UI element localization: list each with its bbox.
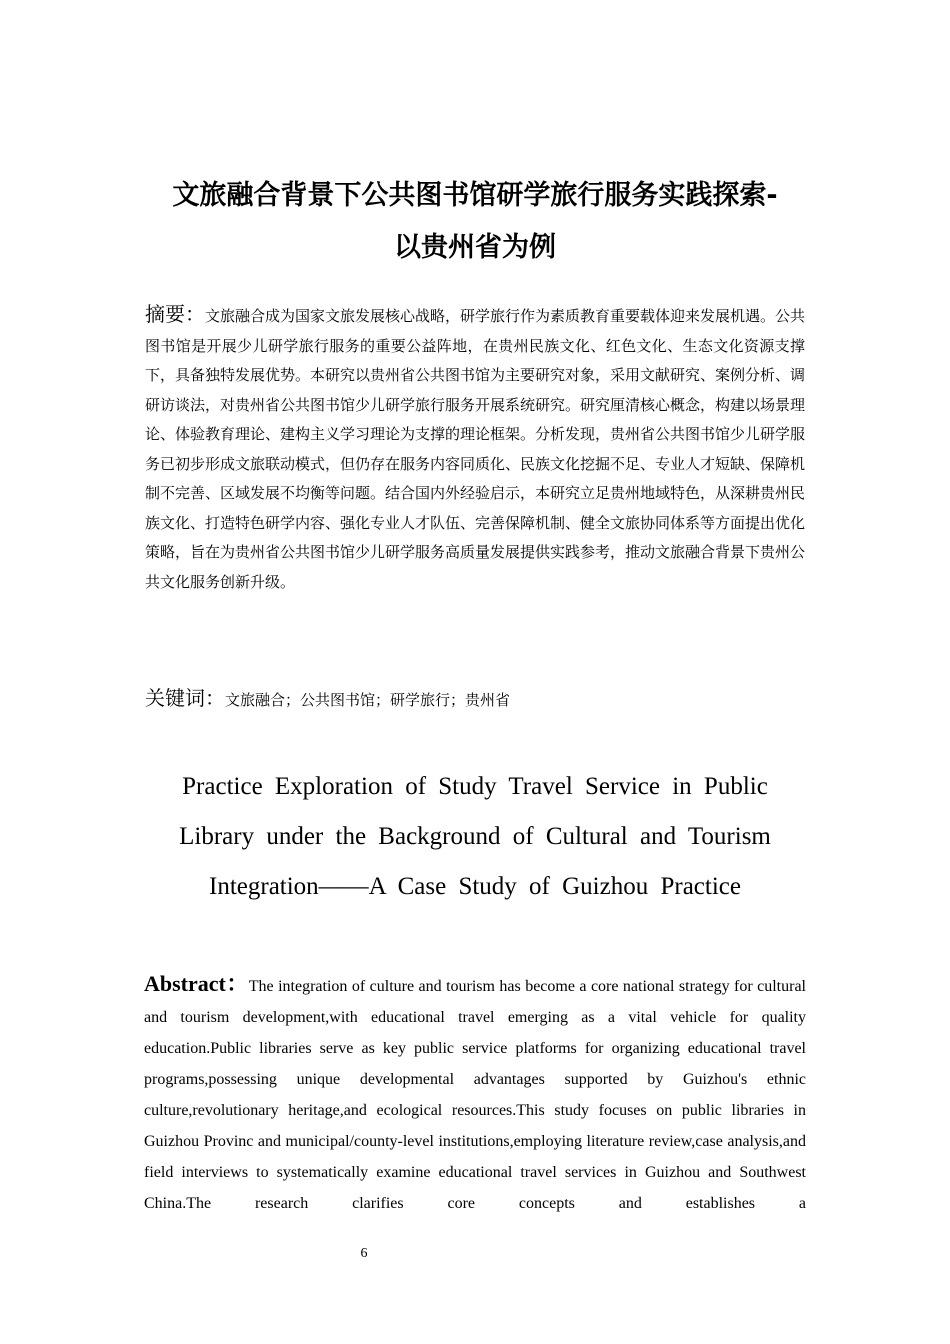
english-title-line-1: Practice Exploration of Study Travel Service in Public <box>182 773 768 800</box>
chinese-keywords <box>145 684 805 714</box>
chinese-keywords-text: 文旅融合；公共图书馆；研学旅行；贵州省 <box>225 691 511 709</box>
chinese-title <box>140 170 810 274</box>
page-number: 6 <box>360 1246 368 1261</box>
english-abstract <box>144 968 806 1219</box>
english-abstract-text: The integration of culture and tourism has become a core national strategy for cultural and tourism development,with educational travel emerging as a vital vehicle for quality education.Public libraries serve as key public service platforms for organizing educational travel programs,possessing unique developmental advantages supported by Guizhou's ethnic culture,revolutionary heritage,and ecological resources.This study focuses on public libraries in Guizhou Provinc and municipal/county-level institutions,employing literature review,case analysis,and field interviews to systematically examine educational travel services in Guizhou and Southwest China.The research clarifies core concepts and establishes a <box>144 978 806 1212</box>
english-title-line-3: Integration——A Case Study of Guizhou Practice <box>209 873 741 900</box>
chinese-title-line-2: 以贵州省为例 <box>394 232 556 263</box>
chinese-keywords-label: 关键词： <box>145 686 225 710</box>
english-title-line-2: Library under the Background of Cultural and Tourism <box>179 823 771 850</box>
chinese-abstract-label: 摘要： <box>145 302 205 326</box>
chinese-abstract <box>145 300 805 597</box>
chinese-abstract-text: 文旅融合成为国家文旅发展核心战略，研学旅行作为素质教育重要载体迎来发展机遇。公共图书馆是开展少儿研学旅行服务的重要公益阵地，在贵州民族文化、红色文化、生态文化资源支撑下，具备独特发展优势。本研究以贵州省公共图书馆为主要研究对象，采用文献研究、案例分析、调研访谈法，对贵州省公共图书馆少儿研学旅行服务开展系统研究。研究厘清核心概念，构建以场景理论、体验教育理论、建构主义学习理论为支撑的理论框架。分析发现，贵州省公共图书馆少儿研学服务已初步形成文旅联动模式，但仍存在服务内容同质化、民族文化挖掘不足、专业人才短缺、保障机制不完善、区域发展不均衡等问题。结合国内外经验启示，本研究立足贵州地域特色，从深耕贵州民族文化、打造特色研学内容、强化专业人才队伍、完善保障机制、健全文旅协同体系等方面提出优化策略，旨在为贵州省公共图书馆少儿研学服务高质量发展提供实践参考，推动文旅融合背景下贵州公共文化服务创新升级。 <box>145 307 806 591</box>
english-abstract-label: Abstract： <box>144 971 249 996</box>
chinese-title-line-1: 文旅融合背景下公共图书馆研学旅行服务实践探索- <box>172 180 778 211</box>
english-title <box>160 762 790 912</box>
